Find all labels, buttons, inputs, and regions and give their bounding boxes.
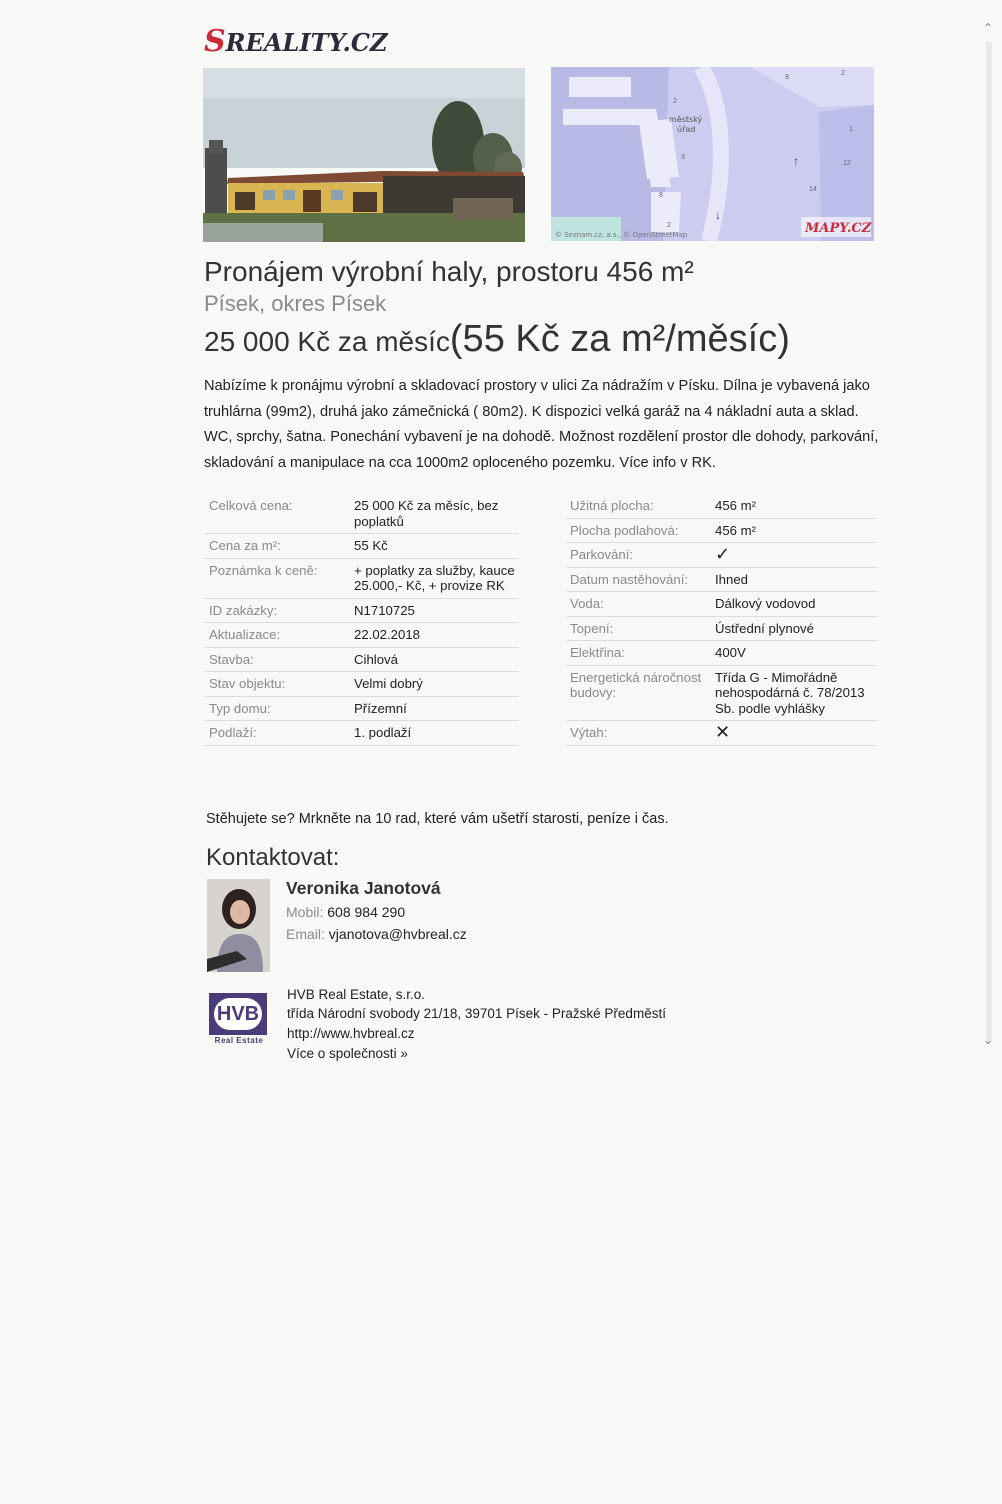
map-number: 2 xyxy=(673,98,677,105)
map-number: 2 xyxy=(841,70,845,77)
agent-mobile[interactable]: Mobil: 608 984 290 xyxy=(286,904,406,920)
mapy-cz-logo: MAPY.CZ xyxy=(805,221,872,236)
map-number: 12 xyxy=(843,160,851,167)
map-number: 1 xyxy=(849,126,853,133)
company-name: HVB Real Estate, s.r.o. xyxy=(287,987,426,1002)
agent-name: Veronika Janotová xyxy=(286,878,441,898)
param-label: Aktualizace: xyxy=(209,627,281,642)
map-label-office: městský xyxy=(669,115,703,124)
cross-icon: ✕ xyxy=(715,722,731,742)
scroll-up-icon[interactable]: ⌃ xyxy=(982,21,994,35)
map-label-office2: úřad xyxy=(677,125,696,134)
map-copyright: © Seznam.cz, a.s., © OpenStreetMap xyxy=(555,231,688,239)
param-value: 400V xyxy=(715,645,746,660)
sreality-logo[interactable]: SREALITY.CZ xyxy=(204,24,388,59)
param-value: Dálkový vodovod xyxy=(715,596,816,611)
params-table-right xyxy=(566,494,877,746)
param-row xyxy=(205,697,518,722)
param-row xyxy=(205,648,518,673)
param-value: 1. podlaží xyxy=(354,725,412,740)
map-arrow-up-icon: ↑ xyxy=(793,154,799,168)
param-row xyxy=(566,494,877,519)
param-value: Cihlová xyxy=(354,651,398,667)
price-main: 25 000 Kč za měsíc xyxy=(204,326,450,357)
param-row xyxy=(205,721,518,746)
param-value: 55 Kč xyxy=(354,538,388,553)
check-icon: ✓ xyxy=(715,544,731,564)
param-label: Užitná plocha: xyxy=(570,498,654,513)
map-number: 2 xyxy=(667,222,671,229)
param-value: + poplatky za služby, kauce 25.000,- Kč, + provize RK xyxy=(354,562,515,593)
param-label: Parkování: xyxy=(570,547,634,562)
param-row xyxy=(205,534,518,559)
param-label: Podlaží: xyxy=(209,725,257,740)
listing-description: Nabízíme k pronájmu výrobní a skladovací prostory v ulici Za nádražím v Písku. Dílna je vybavená jako truhlárna (99m2), druhá jako zámečnická ( 80m2). K dispozici velká garáž na 4 nákladní auta a sklad. WC, sprchy, šatna. Ponechání vybavení je na dohodě. Možnost rozdělení prostor dle dohody, parkování, skladování a manipulace na cca 1000m2 oploceného pozemku. Více info v RK. xyxy=(204,378,879,471)
param-value: 456 m² xyxy=(715,498,757,513)
param-label: Datum nastěhování: xyxy=(570,571,689,587)
company-address: třída Národní svobody 21/18, 39701 Písek - Pražské Předměstí xyxy=(287,1006,666,1021)
listing-title: Pronájem výrobní haly, prostoru 456 m² xyxy=(204,256,694,287)
company-more-link[interactable]: Více o společnosti » xyxy=(287,1046,408,1061)
param-label: Energetická náročnost budovy: xyxy=(570,669,702,700)
map-number: 9 xyxy=(785,74,789,81)
param-label: Voda: xyxy=(570,596,604,611)
listing-location[interactable]: Písek, okres Písek xyxy=(204,291,387,316)
param-label: Stavba: xyxy=(209,651,254,667)
map-number: 8 xyxy=(659,192,663,199)
map-number: 14 xyxy=(809,186,817,193)
param-row xyxy=(205,559,518,599)
param-row xyxy=(566,543,877,568)
param-label: Typ domu: xyxy=(209,700,271,716)
param-value: Ústřední plynové xyxy=(715,620,814,636)
scrollbar-track[interactable] xyxy=(986,42,992,1042)
param-label: Topení: xyxy=(570,620,614,636)
scroll-down-icon[interactable]: ⌄ xyxy=(982,1033,994,1047)
agent-avatar xyxy=(207,879,270,972)
param-value: Třída G - Mimořádně nehospodárná č. 78/2013 Sb. podle vyhlášky xyxy=(715,669,865,716)
param-label: Cena za m²: xyxy=(209,538,281,553)
scrollbar[interactable] xyxy=(978,20,998,1050)
param-row xyxy=(566,721,877,746)
company-website-link[interactable]: http://www.hvbreal.cz xyxy=(287,1026,415,1041)
param-value: Ihned xyxy=(715,571,749,587)
param-row xyxy=(566,519,877,544)
agent-email[interactable]: Email: vjanotova@hvbreal.cz xyxy=(286,926,467,942)
param-value: Přízemní xyxy=(354,700,407,716)
param-label: Stav objektu: xyxy=(209,676,286,691)
param-value: Velmi dobrý xyxy=(354,676,423,691)
location-map[interactable] xyxy=(551,67,874,241)
contact-heading: Kontaktovat: xyxy=(206,844,340,871)
param-row xyxy=(205,494,518,534)
param-label: Plocha podlahová: xyxy=(570,522,679,538)
param-label: Poznámka k ceně: xyxy=(209,562,318,578)
param-label: Celková cena: xyxy=(209,498,293,513)
param-row xyxy=(205,672,518,697)
param-row xyxy=(566,617,877,642)
param-value: 22.02.2018 xyxy=(354,627,421,642)
property-photo[interactable] xyxy=(203,68,525,242)
params-table-left xyxy=(205,494,518,746)
param-row xyxy=(566,641,877,666)
param-row xyxy=(566,568,877,593)
price-per-sqm: (55 Kč za m²/měsíc) xyxy=(449,318,790,360)
listing-price xyxy=(204,318,790,361)
map-number: 3 xyxy=(681,154,685,161)
param-row xyxy=(205,623,518,648)
param-row xyxy=(566,666,877,722)
moving-tip-link[interactable]: Stěhujete se? Mrkněte na 10 rad, které vám ušetří starosti, peníze i čas. xyxy=(206,811,669,827)
param-label: Výtah: xyxy=(570,725,608,740)
property-photo-image xyxy=(203,68,525,242)
param-row xyxy=(566,592,877,617)
param-label: Elektřina: xyxy=(570,645,625,660)
param-value: N1710725 xyxy=(354,602,415,618)
hvb-company-logo[interactable]: HVB Real Estate xyxy=(207,993,271,1047)
map-arrow-down-icon: ↓ xyxy=(715,208,721,222)
param-row xyxy=(205,599,518,624)
param-label: ID zakázky: xyxy=(209,602,278,618)
param-value: 456 m² xyxy=(715,522,757,538)
map-image xyxy=(551,67,874,241)
param-value: 25 000 Kč za měsíc, bez poplatků xyxy=(354,498,499,529)
